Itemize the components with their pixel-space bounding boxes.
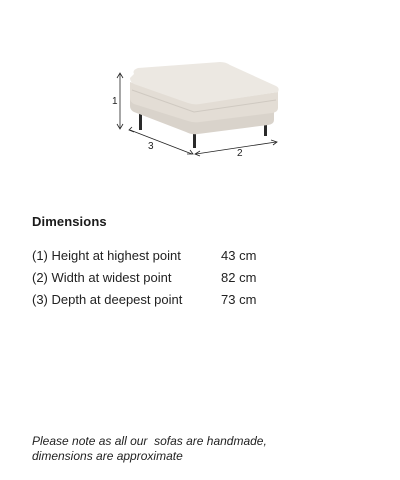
dimension-row-height (32, 244, 292, 266)
height-marker: 1 (112, 96, 118, 107)
handmade-disclaimer (32, 434, 332, 464)
depth-guide-line (130, 130, 192, 154)
dimensions-list (32, 244, 292, 310)
dimension-label: (1) Height at highest point (32, 247, 181, 263)
dimension-value: 82 cm (221, 269, 257, 285)
footstool-dimension-diagram (80, 30, 320, 190)
dimension-label: (2) Width at widest point (32, 269, 172, 285)
dimension-label: (3) Depth at deepest point (32, 291, 183, 307)
dimensions-title: Dimensions (32, 214, 107, 229)
width-guide-line (196, 142, 276, 154)
dimension-value: 73 cm (221, 291, 257, 307)
footstool-image (80, 30, 320, 190)
dimension-row-width (32, 266, 292, 288)
width-marker: 2 (237, 148, 243, 159)
dimension-row-depth (32, 288, 292, 310)
depth-marker: 3 (148, 141, 154, 152)
disclaimer-line: dimensions are approximate (32, 449, 183, 463)
dimension-value: 43 cm (221, 247, 257, 263)
disclaimer-line: Please note as all our sofas are handmade, (32, 434, 267, 448)
